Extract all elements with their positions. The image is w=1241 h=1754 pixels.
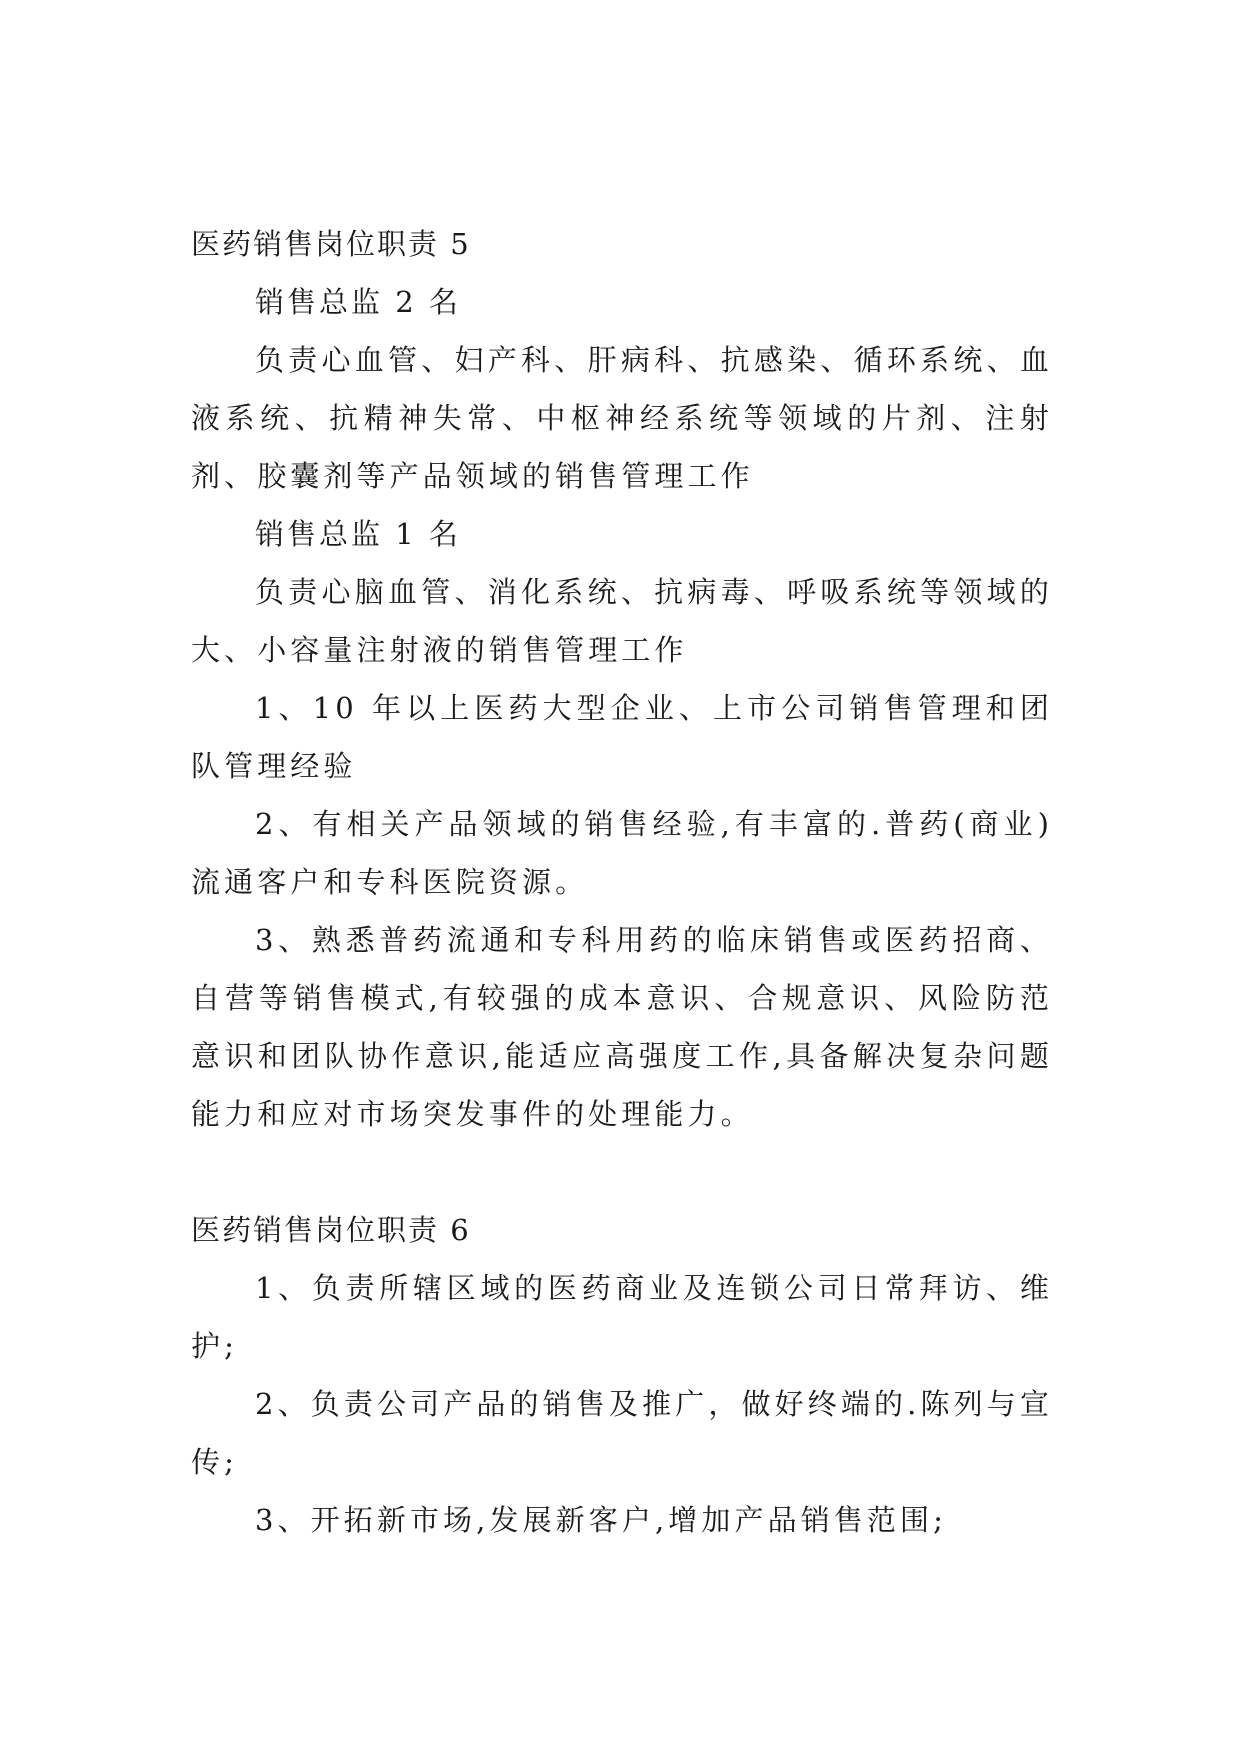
paragraph: 2、负责公司产品的销售及推广，做好终端的.陈列与宣传; [191,1387,1053,1479]
section-heading: 医药销售岗位职责 6 [191,1213,471,1247]
document-page [191,215,1053,1549]
paragraph: 3、熟悉普药流通和专科用药的临床销售或医药招商、自营等销售模式,有较强的成本意识、合规意识、风险防范意识和团队协作意识,能适应高强度工作,具备解决复杂问题能力和应对市场突发事件的处理能力。 [191,923,1053,1131]
paragraph: 1、10 年以上医药大型企业、上市公司销售管理和团队管理经验 [191,691,1053,783]
paragraph: 销售总监 1 名 [255,517,461,551]
paragraph: 2、有相关产品领域的销售经验,有丰富的.普药(商业)流通客户和专科医院资源。 [191,807,1053,899]
paragraph: 负责心血管、妇产科、肝病科、抗感染、循环系统、血液系统、抗精神失常、中枢神经系统等领域的片剂、注射剂、胶囊剂等产品领域的销售管理工作 [191,343,1053,493]
paragraph: 负责心脑血管、消化系统、抗病毒、呼吸系统等领域的大、小容量注射液的销售管理工作 [191,575,1053,667]
section-duties-6 [191,1201,1053,1549]
section-duties-5 [191,215,1053,1143]
section-heading: 医药销售岗位职责 5 [191,227,471,261]
paragraph: 销售总监 2 名 [255,285,461,319]
paragraph: 1、负责所辖区域的医药商业及连锁公司日常拜访、维护; [191,1271,1053,1363]
paragraph: 3、开拓新市场,发展新客户,增加产品销售范围; [255,1503,947,1537]
